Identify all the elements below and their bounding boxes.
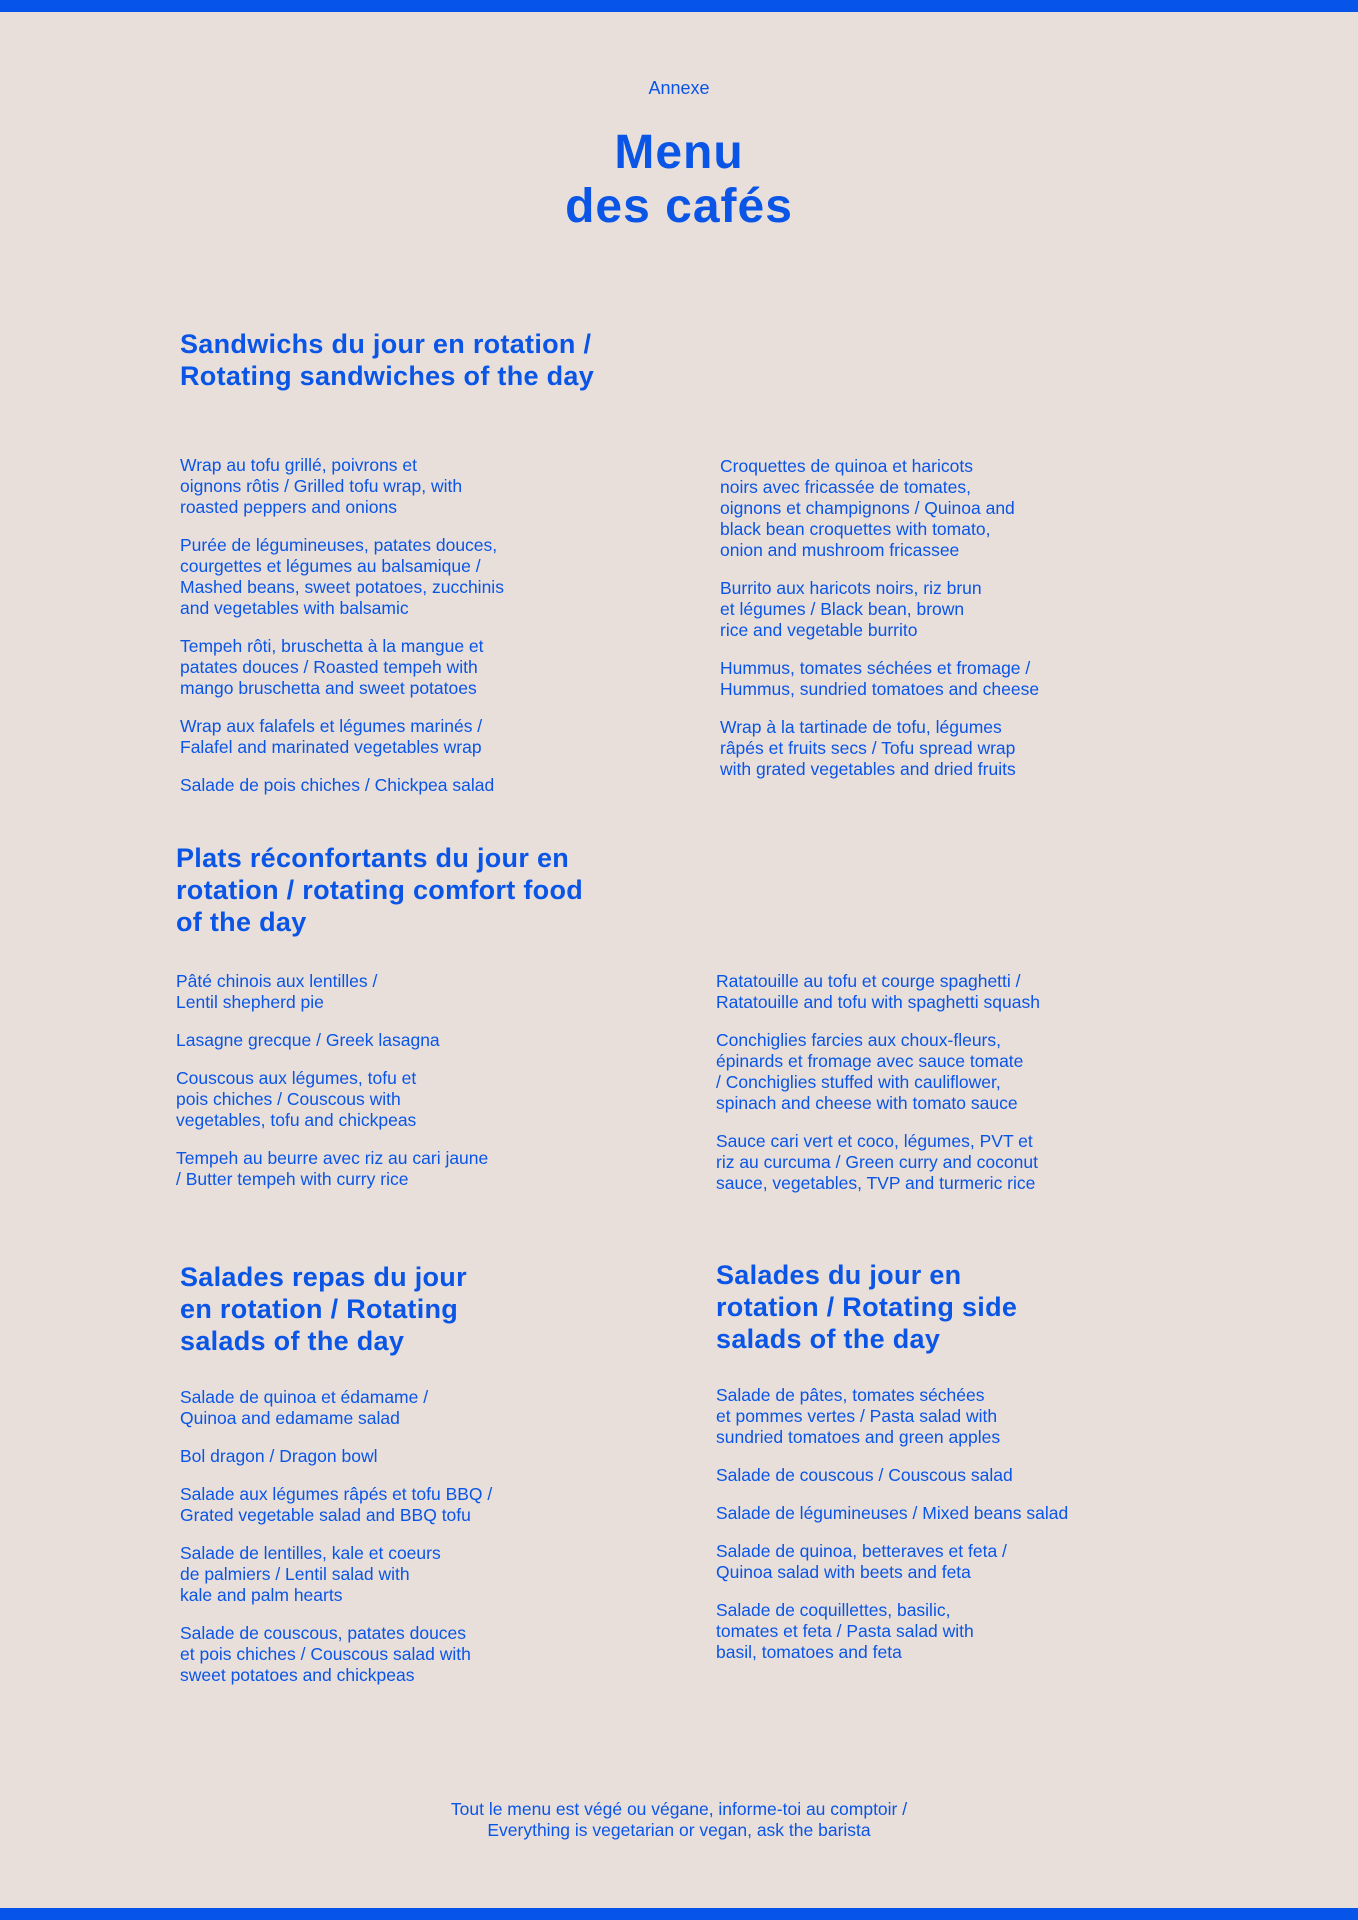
list-item: Salade de quinoa et édamame / Quinoa and edamame salad <box>180 1387 429 1428</box>
list-item: Salade de pâtes, tomates séchées et pommes vertes / Pasta salad with sundried tomatoes and green apples <box>716 1385 1001 1447</box>
list-item: Salade de lentilles, kale et coeurs de palmiers / Lentil salad with kale and palm hearts <box>180 1543 441 1605</box>
comfort-left-list <box>176 971 696 1207</box>
side-salads-list <box>716 1385 1296 1680</box>
list-item: Ratatouille au tofu et courge spaghetti / Ratatouille and tofu with spaghetti squash <box>716 971 1040 1012</box>
list-item: Hummus, tomates séchées et fromage / Hummus, sundried tomatoes and cheese <box>720 658 1040 699</box>
top-accent-bar <box>0 0 1358 12</box>
list-item: Salade de quinoa, betteraves et feta / Quinoa salad with beets and feta <box>716 1541 1007 1582</box>
side-salads-heading: Salades du jour en rotation / Rotating side salads of the day <box>716 1260 1018 1354</box>
footer-note: Tout le menu est végé ou végane, informe-toi au comptoir / Everything is vegetarian or vegan, ask the barista <box>450 1799 908 1840</box>
comfort-right-list <box>716 971 1296 1211</box>
list-item: Salade de coquillettes, basilic, tomates et feta / Pasta salad with basil, tomatoes and feta <box>716 1600 974 1662</box>
sandwiches-heading: Sandwichs du jour en rotation / Rotating sandwiches of the day <box>180 329 595 391</box>
list-item: Wrap à la tartinade de tofu, légumes râpés et fruits secs / Tofu spread wrap with grated vegetables and dried fruits <box>720 717 1016 779</box>
list-item: Wrap aux falafels et légumes marinés / Falafel and marinated vegetables wrap <box>180 716 483 757</box>
list-item: Burrito aux haricots noirs, riz brun et légumes / Black bean, brown rice and vegetable burrito <box>720 578 982 640</box>
menu-title-line1: Menu <box>614 126 744 179</box>
list-item: Conchiglies farcies aux choux-fleurs, épinards et fromage avec sauce tomate / Conchiglies stuffed with cauliflower, spinach and cheese with tomato sauce <box>716 1030 1024 1113</box>
sandwiches-right-list <box>720 456 1280 797</box>
menu-title <box>0 126 1358 234</box>
meal-salads-heading: Salades repas du jour en rotation / Rotating salads of the day <box>180 1262 467 1356</box>
menu-title-line2: des cafés <box>565 180 793 233</box>
list-item: Couscous aux légumes, tofu et pois chiches / Couscous with vegetables, tofu and chickpeas <box>176 1068 417 1130</box>
list-item: Purée de légumineuses, patates douces, courgettes et légumes au balsamique / Mashed beans, sweet potatoes, zucchinis and vegetables with balsamic <box>180 535 504 618</box>
list-item: Wrap au tofu grillé, poivrons et oignons rôtis / Grilled tofu wrap, with roasted peppers and onions <box>180 455 463 517</box>
list-item: Pâté chinois aux lentilles / Lentil shepherd pie <box>176 971 378 1012</box>
list-item: Tempeh au beurre avec riz au cari jaune / Butter tempeh with curry rice <box>176 1148 489 1189</box>
list-item: Croquettes de quinoa et haricots noirs avec fricassée de tomates, oignons et champignons / Quinoa and black bean croquettes with tomato, onion and mushroom fricassee <box>720 456 1015 560</box>
list-item: Lasagne grecque / Greek lasagna <box>176 1030 440 1050</box>
meal-salads-list <box>180 1387 700 1703</box>
list-item: Salade de légumineuses / Mixed beans salad <box>716 1503 1069 1523</box>
list-item: Salade de couscous / Couscous salad <box>716 1465 1013 1485</box>
list-item: Salade de couscous, patates douces et pois chiches / Couscous salad with sweet potatoes and chickpeas <box>180 1623 471 1685</box>
list-item: Salade de pois chiches / Chickpea salad <box>180 775 495 795</box>
comfort-food-heading: Plats réconfortants du jour en rotation / rotating comfort food of the day <box>176 843 584 937</box>
bottom-accent-bar <box>0 1908 1358 1920</box>
list-item: Bol dragon / Dragon bowl <box>180 1446 378 1466</box>
annexe-label: Annexe <box>648 78 710 98</box>
sandwiches-left-list <box>180 455 700 813</box>
list-item: Tempeh rôti, bruschetta à la mangue et patates douces / Roasted tempeh with mango bruschetta and sweet potatoes <box>180 636 484 698</box>
list-item: Salade aux légumes râpés et tofu BBQ / Grated vegetable salad and BBQ tofu <box>180 1484 493 1525</box>
list-item: Sauce cari vert et coco, légumes, PVT et riz au curcuma / Green curry and coconut sauce, vegetables, TVP and turmeric rice <box>716 1131 1038 1193</box>
